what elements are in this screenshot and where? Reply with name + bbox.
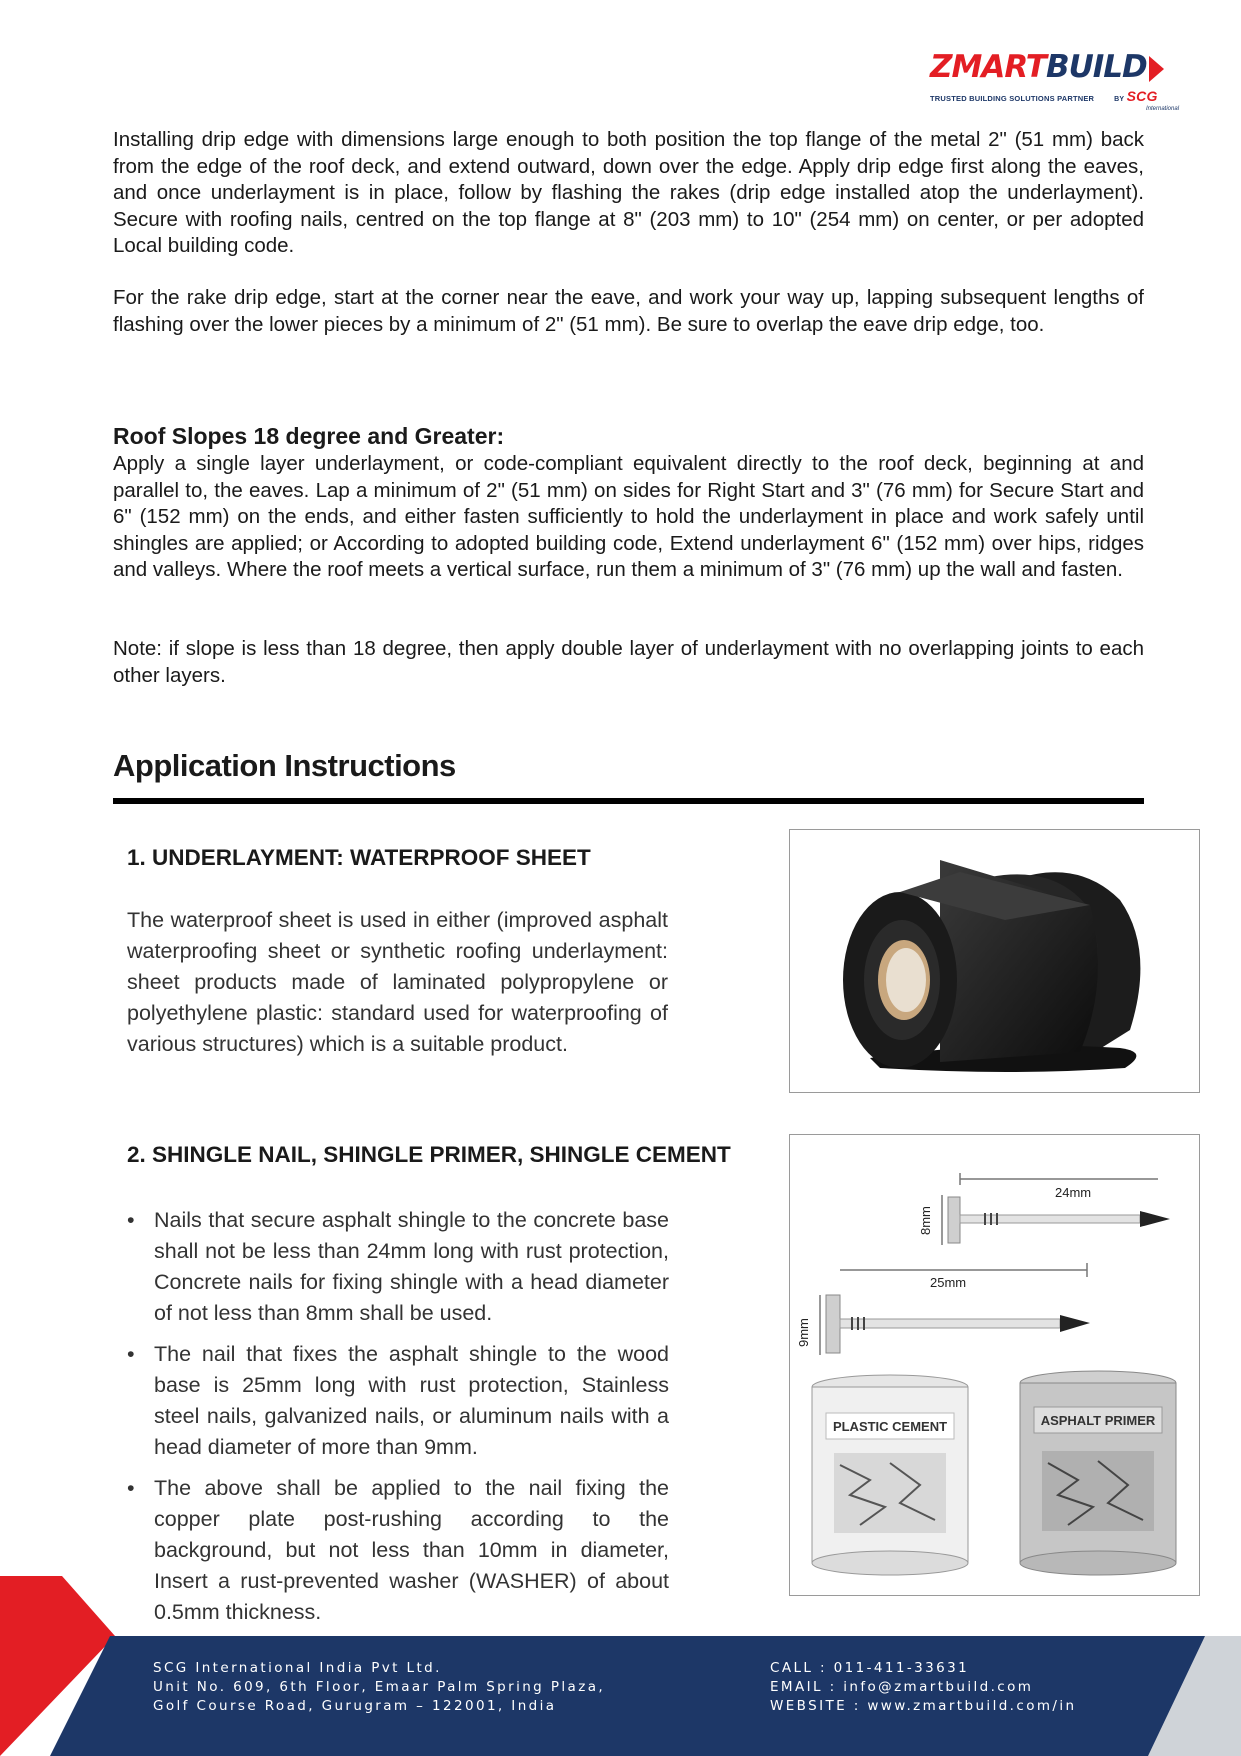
logo-wordmark — [930, 50, 1200, 84]
nail-diagram-illustration — [790, 1135, 1199, 1595]
footer-contact-block — [770, 1659, 1076, 1716]
roof-slopes-paragraph: Apply a single layer underlayment, or code-compliant equivalent directly to the roof deck, beginning at and parallel to, the eaves. Lap a minimum of 2" (51 mm) on sides for Right Start and 3" (76 mm) for Secure Start and 6" (152 mm) on the ends, and either fasten sufficiently to hold the underlayment in place and work safely until shingles are applied; or According to adopted building code, Extend underlayment 6" (152 mm) over hips, ridges and valleys. Where the roof meets a vertical surface, run them a minimum of 3" (76 mm) up the wall and fasten. — [113, 452, 1144, 581]
section-1-title: 1. UNDERLAYMENT: WATERPROOF SHEET — [127, 845, 591, 870]
heading-rule — [113, 798, 1144, 804]
logo-letter-z: Z — [930, 49, 952, 85]
drip-edge-paragraph: Installing drip edge with dimensions large enough to both position the top flange of the metal 2" (51 mm) back from the edge of the roof deck, and extend outward, down over the edge. Apply drip edge first along the eaves, and once underlayment is in place, follow by flashing the rakes (drip edge installed atop the underlayment). Secure with roofing nails, centred on the top flange at 8" (203 mm) to 10" (254 mm) on center, or per adopted Local building code. — [113, 128, 1144, 257]
logo-by: BY — [1114, 96, 1125, 103]
footer-address-line-2: Golf Course Road, Gurugram – 122001, India — [153, 1698, 557, 1714]
logo-scg: SCG — [1126, 88, 1158, 104]
nail-1-head-label: 8mm — [918, 1206, 933, 1235]
logo-arrow-icon — [1149, 56, 1164, 82]
footer-phone: CALL : 011-411-33631 — [770, 1660, 970, 1676]
slope-note: Note: if slope is less than 18 degree, then apply double layer of underlayment with no overlapping joints to each other layers. — [113, 637, 1144, 687]
footer — [0, 1636, 1241, 1756]
logo-tagline-row — [930, 88, 1200, 104]
nails-and-primers-image — [789, 1134, 1200, 1596]
footer-website[interactable]: WEBSITE : www.zmartbuild.com/in — [770, 1698, 1077, 1714]
brand-logo — [930, 50, 1200, 122]
logo-build: BUILD — [1045, 49, 1147, 85]
footer-company: SCG International India Pvt Ltd. — [153, 1660, 442, 1676]
section-2-title: 2. SHINGLE NAIL, SHINGLE PRIMER, SHINGLE CEMENT — [127, 1142, 731, 1167]
nail-2-head-label: 9mm — [796, 1318, 811, 1347]
nail-2-length-label: 25mm — [930, 1275, 967, 1290]
nail-1-length-label: 24mm — [1055, 1185, 1092, 1200]
rake-drip-edge-paragraph: For the rake drip edge, start at the corner near the eave, and work your way up, lapping subsequent lengths of flashing over the lower pieces by a minimum of 2" (51 mm). Be sure to overlap the eave drip edge, too. — [113, 286, 1144, 336]
footer-email[interactable]: EMAIL : info@zmartbuild.com — [770, 1679, 1034, 1695]
sheet-roll-illustration — [790, 830, 1199, 1092]
asphalt-primer-label: ASPHALT PRIMER — [1040, 1413, 1156, 1428]
waterproof-sheet-image — [789, 829, 1200, 1093]
list-item: • The above shall be applied to the nail fixing the copper plate post-rushing according to the background, but not less than 10mm in diameter, Insert a rust-prevented washer (WASHER) of about 0.5mm thickness. — [127, 1473, 669, 1628]
logo-mart: MART — [951, 49, 1046, 85]
plastic-cement-label: PLASTIC CEMENT — [832, 1419, 948, 1434]
list-item: • Nails that secure asphalt shingle to the concrete base shall not be less than 24mm long with rust protection, Concrete nails for fixing shingle with a head diameter of not less than 8mm shall be used. — [127, 1205, 669, 1329]
nail-requirements-list — [127, 1205, 669, 1628]
footer-address-block — [153, 1659, 605, 1716]
logo-scg-sub: International — [1146, 106, 1180, 112]
footer-address-line-1: Unit No. 609, 6th Floor, Emaar Palm Spring Plaza, — [153, 1679, 606, 1695]
section-1-body: The waterproof sheet is used in either (improved asphalt waterproofing sheet or synthetic roofing underlayment: sheet products made of laminated polypropylene or polyethylene plastic: standard used for waterproofing of various structures) which is a suitable product. — [127, 908, 668, 1056]
plastic-cement-can — [812, 1375, 968, 1575]
roof-slopes-heading: Roof Slopes 18 degree and Greater: — [113, 423, 505, 449]
logo-tagline: TRUSTED BUILDING SOLUTIONS PARTNER — [930, 94, 1095, 103]
application-instructions-heading: Application Instructions — [113, 748, 456, 783]
asphalt-primer-can — [1020, 1371, 1176, 1575]
list-item: • The nail that fixes the asphalt shingle to the wood base is 25mm long with rust protection, Stainless steel nails, galvanized nails, or aluminum nails with a head diameter of more than 9mm. — [127, 1339, 669, 1463]
